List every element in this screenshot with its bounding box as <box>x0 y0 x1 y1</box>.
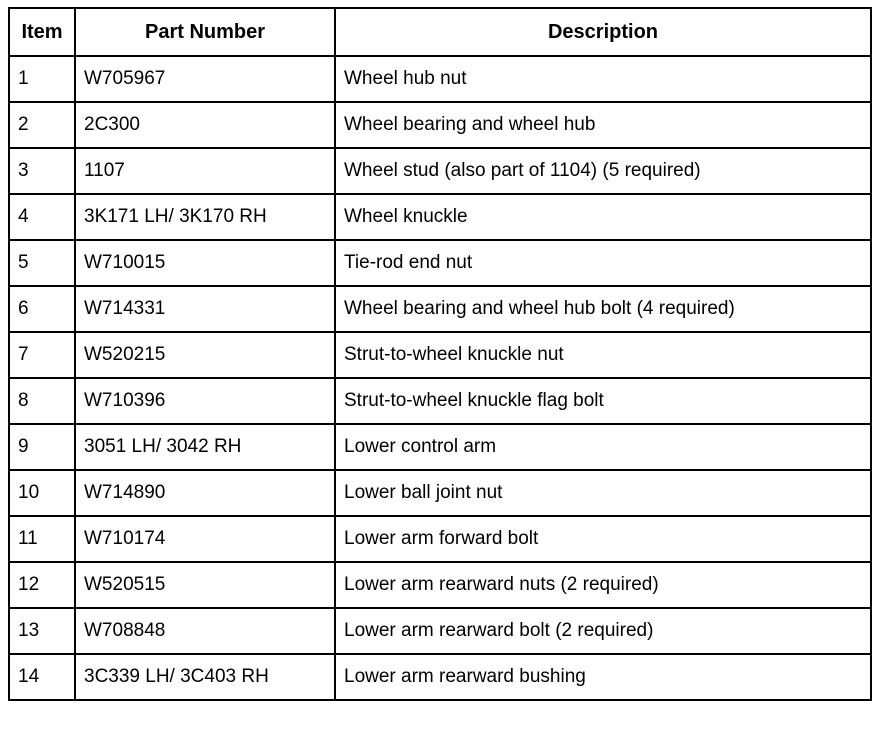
cell-item: 3 <box>9 148 75 194</box>
column-header-part-number: Part Number <box>75 8 335 56</box>
cell-description: Wheel knuckle <box>335 194 871 240</box>
table-row <box>9 240 871 286</box>
column-header-item: Item <box>9 8 75 56</box>
cell-part-number: W520515 <box>75 562 335 608</box>
column-header-description: Description <box>335 8 871 56</box>
cell-description: Lower arm rearward bolt (2 required) <box>335 608 871 654</box>
cell-item: 12 <box>9 562 75 608</box>
table-body <box>9 56 871 700</box>
cell-description: Tie-rod end nut <box>335 240 871 286</box>
cell-part-number: 3051 LH/ 3042 RH <box>75 424 335 470</box>
cell-description: Lower arm rearward nuts (2 required) <box>335 562 871 608</box>
cell-description: Strut-to-wheel knuckle nut <box>335 332 871 378</box>
cell-item: 6 <box>9 286 75 332</box>
cell-description: Lower control arm <box>335 424 871 470</box>
table-row <box>9 332 871 378</box>
table-row <box>9 286 871 332</box>
table-row <box>9 608 871 654</box>
table-row <box>9 470 871 516</box>
cell-item: 7 <box>9 332 75 378</box>
cell-part-number: 3K171 LH/ 3K170 RH <box>75 194 335 240</box>
table-row <box>9 516 871 562</box>
table-row <box>9 378 871 424</box>
cell-description: Strut-to-wheel knuckle flag bolt <box>335 378 871 424</box>
cell-part-number: W520215 <box>75 332 335 378</box>
table-row <box>9 148 871 194</box>
cell-part-number: W705967 <box>75 56 335 102</box>
cell-part-number: 2C300 <box>75 102 335 148</box>
cell-part-number: 1107 <box>75 148 335 194</box>
cell-description: Lower ball joint nut <box>335 470 871 516</box>
table-row <box>9 654 871 700</box>
cell-part-number: 3C339 LH/ 3C403 RH <box>75 654 335 700</box>
cell-description: Lower arm forward bolt <box>335 516 871 562</box>
cell-item: 10 <box>9 470 75 516</box>
cell-part-number: W710174 <box>75 516 335 562</box>
cell-item: 11 <box>9 516 75 562</box>
cell-item: 5 <box>9 240 75 286</box>
cell-item: 13 <box>9 608 75 654</box>
cell-part-number: W714890 <box>75 470 335 516</box>
cell-part-number: W708848 <box>75 608 335 654</box>
cell-part-number: W714331 <box>75 286 335 332</box>
table-header <box>9 8 871 56</box>
cell-item: 4 <box>9 194 75 240</box>
cell-part-number: W710015 <box>75 240 335 286</box>
table-row <box>9 56 871 102</box>
table-row <box>9 102 871 148</box>
cell-description: Wheel stud (also part of 1104) (5 required) <box>335 148 871 194</box>
cell-part-number: W710396 <box>75 378 335 424</box>
cell-description: Wheel bearing and wheel hub <box>335 102 871 148</box>
cell-item: 1 <box>9 56 75 102</box>
table-row <box>9 562 871 608</box>
cell-item: 9 <box>9 424 75 470</box>
parts-table <box>8 7 872 701</box>
cell-item: 14 <box>9 654 75 700</box>
cell-item: 8 <box>9 378 75 424</box>
cell-description: Wheel hub nut <box>335 56 871 102</box>
table-row <box>9 424 871 470</box>
cell-item: 2 <box>9 102 75 148</box>
cell-description: Lower arm rearward bushing <box>335 654 871 700</box>
table-header-row <box>9 8 871 56</box>
table-row <box>9 194 871 240</box>
cell-description: Wheel bearing and wheel hub bolt (4 required) <box>335 286 871 332</box>
